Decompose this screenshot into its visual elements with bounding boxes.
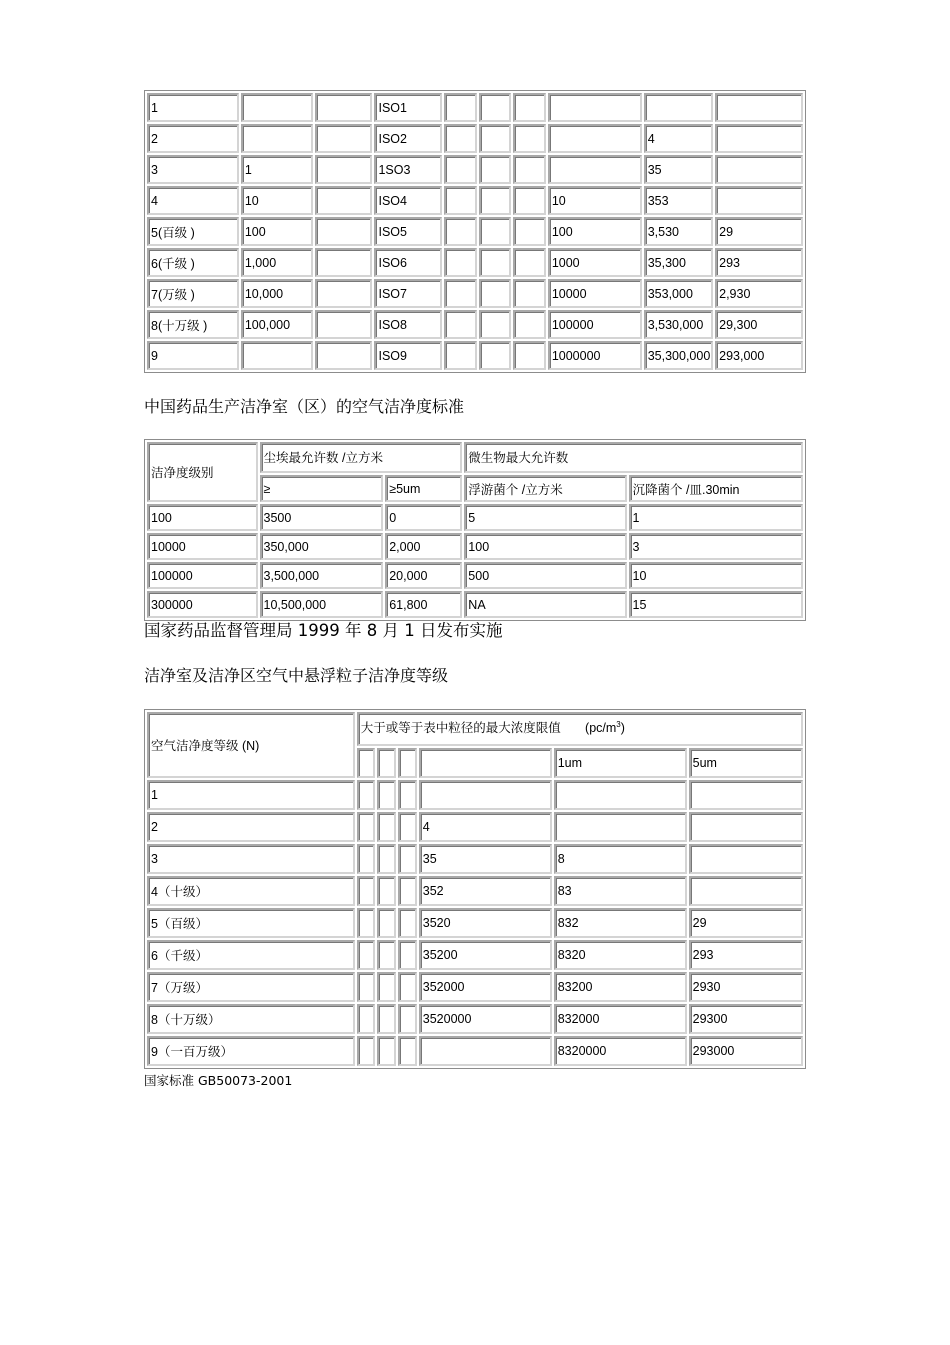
table-cell: [715, 93, 803, 122]
table-cell: ISO1: [374, 93, 441, 122]
table-cell: [398, 972, 417, 1002]
table-cell: 2,930: [715, 279, 803, 308]
table-cell: ISO4: [374, 186, 441, 215]
table-row: [147, 940, 803, 970]
table-cell: [357, 876, 376, 906]
table-cell: 1: [147, 93, 239, 122]
table-cell: 832: [554, 908, 687, 938]
table-cell: [315, 279, 372, 308]
subheader-cell: 1um: [554, 748, 687, 778]
table-cell: 8320: [554, 940, 687, 970]
table-cell: 3,530: [644, 217, 713, 246]
table-cell: 29: [689, 908, 803, 938]
table-cell: [513, 186, 546, 215]
table-cell: [479, 124, 512, 153]
table-cell: 100000: [548, 310, 642, 339]
table-cell: 2: [147, 812, 355, 842]
table-cell: [479, 310, 512, 339]
iso-class-table: [144, 90, 806, 373]
table-cell: [315, 248, 372, 277]
table-cell: [548, 124, 642, 153]
table-cell: 5: [464, 504, 626, 531]
table-row: [147, 972, 803, 1002]
table-cell: [357, 940, 376, 970]
table-row: [147, 562, 803, 589]
table-cell: 352: [419, 876, 552, 906]
table-row: [147, 812, 803, 842]
table-cell: 4: [419, 812, 552, 842]
table-cell: 0: [385, 504, 462, 531]
table-header-row: [147, 442, 803, 473]
table-cell: [513, 341, 546, 370]
table-row: [147, 217, 803, 246]
table-cell: [689, 780, 803, 810]
table-cell: [548, 93, 642, 122]
table-cell: 3: [147, 844, 355, 874]
table-cell: 1: [629, 504, 803, 531]
table-cell: 293: [715, 248, 803, 277]
table-cell: 350,000: [260, 533, 384, 560]
gmp-cleanliness-table: [144, 439, 806, 621]
table-cell: 3520000: [419, 1004, 552, 1034]
dust-limit-header: 尘埃最允许数 /立方米: [260, 442, 463, 473]
table-cell: 293,000: [715, 341, 803, 370]
table-cell: [357, 908, 376, 938]
table-cell: 7(万级 ): [147, 279, 239, 308]
table-header-row: [147, 712, 803, 746]
table-cell: 3520: [419, 908, 552, 938]
table-cell: [479, 186, 512, 215]
table-cell: [513, 93, 546, 122]
table-cell: [444, 124, 477, 153]
table-cell: [479, 155, 512, 184]
table-cell: 2930: [689, 972, 803, 1002]
table-cell: [398, 940, 417, 970]
table-cell: 1000000: [548, 341, 642, 370]
table-cell: 100: [147, 504, 258, 531]
table-cell: 4: [644, 124, 713, 153]
table-cell: [513, 124, 546, 153]
table-cell: 100000: [147, 562, 258, 589]
table-cell: ISO5: [374, 217, 441, 246]
table-row: [147, 844, 803, 874]
table-cell: 500: [464, 562, 626, 589]
table-cell: 8(十万级 ): [147, 310, 239, 339]
table-cell: 2,000: [385, 533, 462, 560]
table-cell: [444, 155, 477, 184]
table-cell: [689, 812, 803, 842]
subheader-cell: [419, 748, 552, 778]
table-cell: 9: [147, 341, 239, 370]
table-cell: NA: [464, 591, 626, 618]
limit-unit-exponent: 3: [616, 719, 621, 729]
table-cell: 300000: [147, 591, 258, 618]
table-cell: [479, 248, 512, 277]
table-cell: [315, 124, 372, 153]
table-cell: 1,000: [241, 248, 313, 277]
particle-grade-heading: 洁净室及洁净区空气中悬浮粒子洁净度等级: [144, 666, 449, 685]
table-cell: [444, 310, 477, 339]
table-cell: 3500: [260, 504, 384, 531]
table-cell: [444, 248, 477, 277]
table-cell: [357, 780, 376, 810]
subheader-cell: 沉降菌个 /皿.30min: [629, 475, 803, 502]
table-cell: 35200: [419, 940, 552, 970]
table-cell: [377, 1036, 396, 1066]
subheader-cell: [398, 748, 417, 778]
issuer-line: 国家药品监督管理局 1999 年 8 月 1 日发布实施: [144, 621, 503, 640]
table-cell: 83: [554, 876, 687, 906]
table-cell: [357, 1004, 376, 1034]
table-cell: 100: [464, 533, 626, 560]
table-cell: [398, 812, 417, 842]
table-cell: [479, 93, 512, 122]
table-cell: 7（万级）: [147, 972, 355, 1002]
table-cell: [315, 217, 372, 246]
table-cell: [444, 341, 477, 370]
gmp-cleanliness-table-body: [147, 442, 803, 618]
particle-grade-table: [144, 709, 806, 1069]
table-cell: 6(千级 ): [147, 248, 239, 277]
table-cell: ISO7: [374, 279, 441, 308]
table-cell: [377, 908, 396, 938]
table-cell: [715, 155, 803, 184]
table-row: [147, 248, 803, 277]
table-cell: ISO8: [374, 310, 441, 339]
table-cell: 29: [715, 217, 803, 246]
table-cell: [357, 972, 376, 1002]
table-cell: [444, 217, 477, 246]
table-cell: [377, 940, 396, 970]
table-cell: 1: [147, 780, 355, 810]
table-cell: 100,000: [241, 310, 313, 339]
table-cell: [377, 1004, 396, 1034]
table-cell: [377, 972, 396, 1002]
subheader-cell: ≥: [260, 475, 384, 502]
table-cell: [554, 780, 687, 810]
table-cell: 353,000: [644, 279, 713, 308]
table-row: [147, 908, 803, 938]
table-cell: 10: [629, 562, 803, 589]
table-row: [147, 93, 803, 122]
table-cell: 10000: [147, 533, 258, 560]
table-row: [147, 876, 803, 906]
table-row: [147, 310, 803, 339]
table-cell: 352000: [419, 972, 552, 1002]
table-cell: [513, 217, 546, 246]
table-cell: 83200: [554, 972, 687, 1002]
table-cell: [241, 93, 313, 122]
table-cell: 100: [241, 217, 313, 246]
table-cell: [644, 93, 713, 122]
table-cell: 293000: [689, 1036, 803, 1066]
table-cell: [377, 812, 396, 842]
table-cell: [444, 186, 477, 215]
table-cell: [377, 780, 396, 810]
table-row: [147, 155, 803, 184]
table-cell: [315, 155, 372, 184]
iso-class-table-body: [147, 93, 803, 370]
grade-header: 空气洁净度等级 (N): [147, 712, 355, 778]
table-cell: [377, 844, 396, 874]
table-cell: 10,500,000: [260, 591, 384, 618]
table-cell: 8: [554, 844, 687, 874]
table-row: [147, 279, 803, 308]
table-cell: 29,300: [715, 310, 803, 339]
table-cell: [715, 186, 803, 215]
table-cell: [444, 93, 477, 122]
table-row: [147, 591, 803, 618]
table-cell: 35: [644, 155, 713, 184]
table-cell: 8320000: [554, 1036, 687, 1066]
table-cell: [241, 341, 313, 370]
table-cell: [357, 812, 376, 842]
table-row: [147, 533, 803, 560]
table-cell: 2: [147, 124, 239, 153]
table-cell: 1: [241, 155, 313, 184]
table-cell: ISO2: [374, 124, 441, 153]
table-cell: [315, 93, 372, 122]
table-cell: [398, 844, 417, 874]
subheader-cell: [357, 748, 376, 778]
table-cell: [357, 844, 376, 874]
table-cell: 20,000: [385, 562, 462, 589]
table-cell: 6（千级）: [147, 940, 355, 970]
table-cell: [689, 844, 803, 874]
table-cell: 8（十万级）: [147, 1004, 355, 1034]
table-cell: [479, 279, 512, 308]
table-cell: 3: [147, 155, 239, 184]
table-cell: 4（十级）: [147, 876, 355, 906]
limit-unit-close: ): [620, 721, 625, 735]
table-cell: 353: [644, 186, 713, 215]
particle-grade-table-body: [147, 712, 803, 1066]
table-cell: [315, 341, 372, 370]
table-cell: [479, 217, 512, 246]
table-cell: [398, 876, 417, 906]
table-cell: 10: [548, 186, 642, 215]
table-cell: 4: [147, 186, 239, 215]
table-cell: [419, 780, 552, 810]
table-cell: ISO9: [374, 341, 441, 370]
table-row: [147, 780, 803, 810]
limit-unit: (pc/m: [585, 721, 617, 735]
table-cell: [398, 908, 417, 938]
table-cell: 3: [629, 533, 803, 560]
table-cell: [513, 248, 546, 277]
table-cell: 3,530,000: [644, 310, 713, 339]
table-cell: 61,800: [385, 591, 462, 618]
table-cell: [689, 876, 803, 906]
table-cell: 29300: [689, 1004, 803, 1034]
table-cell: [715, 124, 803, 153]
table-cell: ISO6: [374, 248, 441, 277]
table-cell: 10,000: [241, 279, 313, 308]
subheader-cell: [377, 748, 396, 778]
table-cell: [548, 155, 642, 184]
subheader-cell: 5um: [689, 748, 803, 778]
table-row: [147, 1004, 803, 1034]
table-cell: [554, 812, 687, 842]
table-cell: [315, 186, 372, 215]
table-cell: 100: [548, 217, 642, 246]
table-cell: 35,300,000: [644, 341, 713, 370]
cleanliness-class-header: 洁净度级别: [147, 442, 258, 502]
table-cell: 3,500,000: [260, 562, 384, 589]
table-row: [147, 504, 803, 531]
table-cell: 10: [241, 186, 313, 215]
table-cell: 35: [419, 844, 552, 874]
table-cell: [513, 310, 546, 339]
table-cell: 10000: [548, 279, 642, 308]
table-row: [147, 1036, 803, 1066]
table-cell: [241, 124, 313, 153]
microbe-limit-header: 微生物最大允许数: [464, 442, 803, 473]
table-row: [147, 124, 803, 153]
table-cell: [479, 341, 512, 370]
table-cell: [513, 155, 546, 184]
limit-header-text: 大于或等于表中粒径的最大浓度限值: [360, 721, 561, 735]
table-cell: [513, 279, 546, 308]
table-cell: [377, 876, 396, 906]
table-cell: 293: [689, 940, 803, 970]
subheader-cell: ≥5um: [385, 475, 462, 502]
table-cell: [315, 310, 372, 339]
table-cell: 1000: [548, 248, 642, 277]
table-cell: 5（百级）: [147, 908, 355, 938]
table-cell: [398, 1004, 417, 1034]
table-cell: 832000: [554, 1004, 687, 1034]
table-cell: 35,300: [644, 248, 713, 277]
table-cell: [444, 279, 477, 308]
table-row: [147, 341, 803, 370]
table-cell: [398, 780, 417, 810]
limit-header: [357, 712, 803, 746]
table-cell: 9（一百万级）: [147, 1036, 355, 1066]
gmp-standard-heading: 中国药品生产洁净室（区）的空气洁净度标准: [144, 397, 465, 416]
subheader-cell: 浮游菌个 /立方米: [464, 475, 626, 502]
table-cell: 5(百级 ): [147, 217, 239, 246]
table-cell: [419, 1036, 552, 1066]
table-cell: [357, 1036, 376, 1066]
table-cell: [398, 1036, 417, 1066]
table-cell: 1SO3: [374, 155, 441, 184]
table-row: [147, 186, 803, 215]
standard-footnote: 国家标准 GB50073-2001: [144, 1073, 293, 1088]
table-cell: 15: [629, 591, 803, 618]
